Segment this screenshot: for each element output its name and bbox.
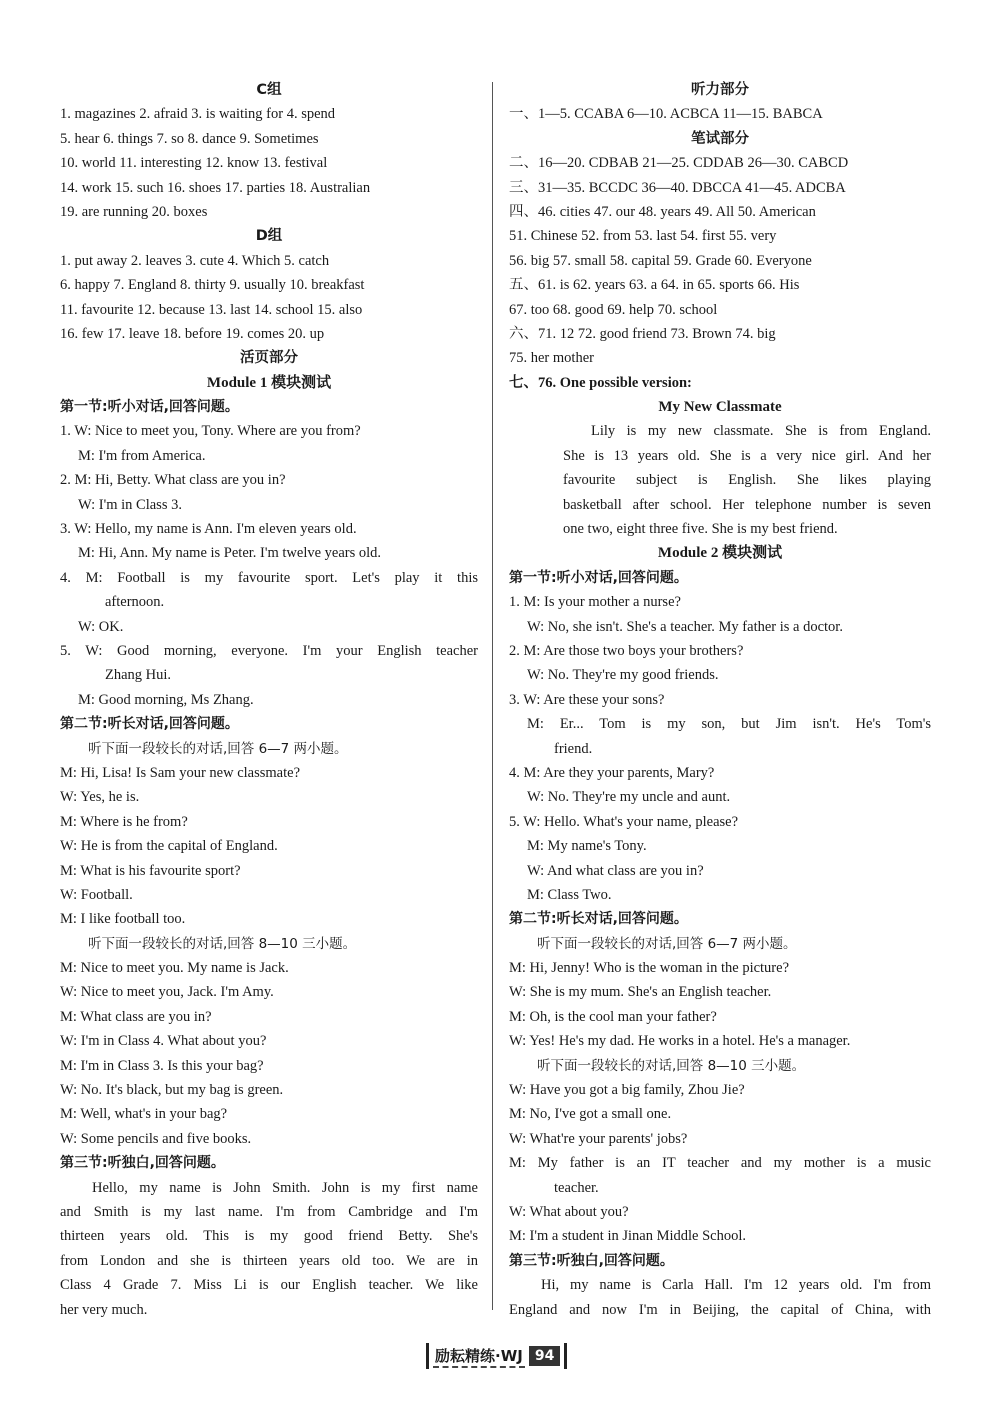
m2-s2-line: M: I'm a student in Jinan Middle School. <box>509 1228 747 1245</box>
c-row-5: 19. are running 20. boxes <box>60 203 208 220</box>
m2-s1-line: 1. M: Is your mother a nurse? <box>509 594 681 611</box>
essay-line: Lily is my new classmate. She is from England. <box>591 423 931 440</box>
answer-row: 七、76. One possible version: <box>509 374 692 391</box>
answer-row: 二、16—20. CDBAB 21—25. CDDAB 26—30. CABCD <box>509 155 849 172</box>
m1-s1-line: M: I'm from America. <box>78 447 206 464</box>
m1-s2-instruction: 听下面一段较长的对话,回答 6—7 两小题。 <box>88 740 348 757</box>
d-row-1: 1. put away 2. leaves 3. cute 4. Which 5. catch <box>60 252 330 269</box>
m1-s2-line: W: Nice to meet you, Jack. I'm Amy. <box>60 984 274 1001</box>
m1-section1-heading: 第一节:听小对话,回答问题。 <box>60 399 239 416</box>
m1-s2-line: M: Hi, Lisa! Is Sam your new classmate? <box>60 764 301 781</box>
answer-row: 四、46. cities 47. our 48. years 49. All 50. American <box>509 203 816 220</box>
m1-s2-line: W: Football. <box>60 886 133 903</box>
m1-s1-line: 5. W: Good morning, everyone. I'm your English teacher <box>60 642 478 659</box>
c-row-4: 14. work 15. such 16. shoes 17. parties 18. Australian <box>60 179 371 196</box>
m2-s1-line: M: Er... Tom is my son, but Jim isn't. He's Tom's <box>527 716 931 733</box>
essay-line: She is 13 years old. She is a very nice girl. And her <box>563 447 931 464</box>
m2-s1-line: W: And what class are you in? <box>527 862 704 879</box>
footer-bar-left <box>426 1343 429 1369</box>
essay-line: favourite subject is English. She likes playing <box>563 472 931 489</box>
m1-s2-line: M: I'm in Class 3. Is this your bag? <box>60 1057 264 1074</box>
m2-s2-line: W: Have you got a big family, Zhou Jie? <box>509 1082 745 1099</box>
m2-s2-instruction: 听下面一段较长的对话,回答 8—10 三小题。 <box>537 1057 806 1074</box>
m2-section3-heading: 第三节:听独白,回答问题。 <box>509 1252 674 1269</box>
m2-s1-line: 2. M: Are those two boys your brothers? <box>509 642 744 659</box>
c-row-3: 10. world 11. interesting 12. know 13. festival <box>60 155 328 172</box>
m2-s1-line: 3. W: Are these your sons? <box>509 691 665 708</box>
listening-title: 听力部分 <box>691 82 749 98</box>
m2-section2-heading: 第二节:听长对话,回答问题。 <box>509 911 688 928</box>
m2-section1-heading: 第一节:听小对话,回答问题。 <box>509 569 688 586</box>
essay-line: one two, eight three five. She is my best friend. <box>563 521 838 538</box>
m1-s1-line: 2. M: Hi, Betty. What class are you in? <box>60 472 286 489</box>
m1-s2-line: M: Well, what's in your bag? <box>60 1106 228 1123</box>
m1-s1-line: Zhang Hui. <box>105 667 172 684</box>
module2-title: Module 2 模块测试 <box>657 545 783 562</box>
c-row-1: 1. magazines 2. afraid 3. is waiting for 4. spend <box>60 106 336 123</box>
m1-s1-line: 4. M: Football is my favourite sport. Let's play it this <box>60 569 478 586</box>
m1-s2-line: M: Where is he from? <box>60 813 188 830</box>
m1-s3-line: and Smith is my last name. I'm from Cambridge and I'm <box>60 1203 478 1220</box>
m2-s1-line: M: Class Two. <box>527 886 612 903</box>
m1-s1-line: afternoon. <box>105 594 165 611</box>
m2-s2-instruction: 听下面一段较长的对话,回答 6—7 两小题。 <box>537 935 797 952</box>
essay-title: My New Classmate <box>658 399 782 416</box>
huoye-title: 活页部分 <box>240 350 298 367</box>
m2-s2-line: W: What about you? <box>509 1203 629 1220</box>
essay-line: basketball after school. Her telephone number is seven <box>563 496 931 513</box>
m1-s2-line: W: I'm in Class 4. What about you? <box>60 1033 267 1050</box>
m1-s2-line: M: What class are you in? <box>60 1008 212 1025</box>
m2-s1-line: M: My name's Tony. <box>527 838 647 855</box>
m2-s2-line: M: No, I've got a small one. <box>509 1106 672 1123</box>
m2-s1-line: friend. <box>554 740 593 757</box>
answer-row: 五、61. is 62. years 63. a 64. in 65. sports 66. His <box>509 277 800 294</box>
m1-s1-line: W: OK. <box>78 618 124 635</box>
m2-s3-line: Hi, my name is Carla Hall. I'm 12 years old. I'm from <box>541 1277 931 1294</box>
m1-s3-line: thirteen years old. This is my good friend Betty. She's <box>60 1228 478 1245</box>
m2-s1-line: 5. W: Hello. What's your name, please? <box>509 813 739 830</box>
m1-s3-line: Hello, my name is John Smith. John is my first name <box>92 1179 478 1196</box>
m2-s2-line: W: Yes! He's my dad. He works in a hotel. He's a manager. <box>509 1033 851 1050</box>
m2-s1-line: W: No. They're my good friends. <box>527 667 719 684</box>
m1-s1-line: M: Hi, Ann. My name is Peter. I'm twelve years old. <box>78 545 382 562</box>
answer-row: 56. big 57. small 58. capital 59. Grade 60. Everyone <box>509 252 812 269</box>
page-number: 94 <box>529 1346 560 1366</box>
footer-brand: 励耘精练·WJ <box>433 1345 525 1368</box>
m1-s3-line: from London and she is thirteen years old too. We are in <box>60 1252 478 1269</box>
m1-s3-line: her very much. <box>60 1301 148 1318</box>
d-row-3: 11. favourite 12. because 13. last 14. school 15. also <box>60 301 363 318</box>
d-row-4: 16. few 17. leave 18. before 19. comes 20. up <box>60 325 325 342</box>
m2-s3-line: England and now I'm in Beijing, the capital of China, with <box>509 1301 931 1318</box>
column-divider <box>492 82 493 1310</box>
m1-s2-line: W: He is from the capital of England. <box>60 838 278 855</box>
written-title: 笔试部分 <box>691 130 749 147</box>
answer-row: 六、71. 12 72. good friend 73. Brown 74. big <box>509 325 776 342</box>
m2-s2-line: M: My father is an IT teacher and my mother is a music <box>509 1155 931 1172</box>
answer-row: 三、31—35. BCCDC 36—40. DBCCA 41—45. ADCBA <box>509 179 846 196</box>
m2-s2-line: W: What're your parents' jobs? <box>509 1130 688 1147</box>
m1-section2-heading: 第二节:听长对话,回答问题。 <box>60 716 239 733</box>
m1-s1-line: M: Good morning, Ms Zhang. <box>78 691 254 708</box>
m1-s1-line: W: I'm in Class 3. <box>78 496 182 513</box>
m1-section3-heading: 第三节:听独白,回答问题。 <box>60 1155 225 1172</box>
footer-bar-right <box>564 1343 567 1369</box>
answer-row: 一、1—5. CCABA 6—10. ACBCA 11—15. BABCA <box>509 106 823 123</box>
m1-s2-line: M: I like football too. <box>60 911 186 928</box>
m1-s2-line: M: What is his favourite sport? <box>60 862 241 879</box>
m2-s1-line: 4. M: Are they your parents, Mary? <box>509 764 715 781</box>
m2-s2-line: M: Hi, Jenny! Who is the woman in the picture? <box>509 960 790 977</box>
d-row-2: 6. happy 7. England 8. thirty 9. usually 10. breakfast <box>60 277 365 294</box>
m2-s1-line: W: No. They're my uncle and aunt. <box>527 789 731 806</box>
answer-row: 51. Chinese 52. from 53. last 54. first 55. very <box>509 228 777 245</box>
c-row-2: 5. hear 6. things 7. so 8. dance 9. Sometimes <box>60 130 319 147</box>
m1-s3-line: Class 4 Grade 7. Miss Li is our English teacher. We like <box>60 1277 478 1294</box>
right-column <box>509 78 931 1322</box>
m2-s2-line: M: Oh, is the cool man your father? <box>509 1008 717 1025</box>
answer-row: 75. her mother <box>509 350 594 367</box>
m1-s2-line: W: Yes, he is. <box>60 789 140 806</box>
page-footer <box>422 1341 571 1371</box>
c-group-title: C组 <box>256 82 282 98</box>
m2-s1-line: W: No, she isn't. She's a teacher. My father is a doctor. <box>527 618 843 635</box>
left-column <box>60 78 478 1322</box>
answer-row: 67. too 68. good 69. help 70. school <box>509 301 718 318</box>
d-group-title: D组 <box>255 228 283 245</box>
m1-s2-line: M: Nice to meet you. My name is Jack. <box>60 960 289 977</box>
m1-s2-line: W: No. It's black, but my bag is green. <box>60 1082 284 1099</box>
m1-s2-instruction: 听下面一段较长的对话,回答 8—10 三小题。 <box>88 935 357 952</box>
m2-s2-line: W: She is my mum. She's an English teacher. <box>509 984 772 1001</box>
module1-title: Module 1 模块测试 <box>206 374 332 391</box>
m2-s2-line: teacher. <box>554 1179 599 1196</box>
m1-s2-line: W: Some pencils and five books. <box>60 1130 252 1147</box>
m1-s1-line: 3. W: Hello, my name is Ann. I'm eleven years old. <box>60 521 357 538</box>
m1-s1-line: 1. W: Nice to meet you, Tony. Where are you from? <box>60 423 361 440</box>
